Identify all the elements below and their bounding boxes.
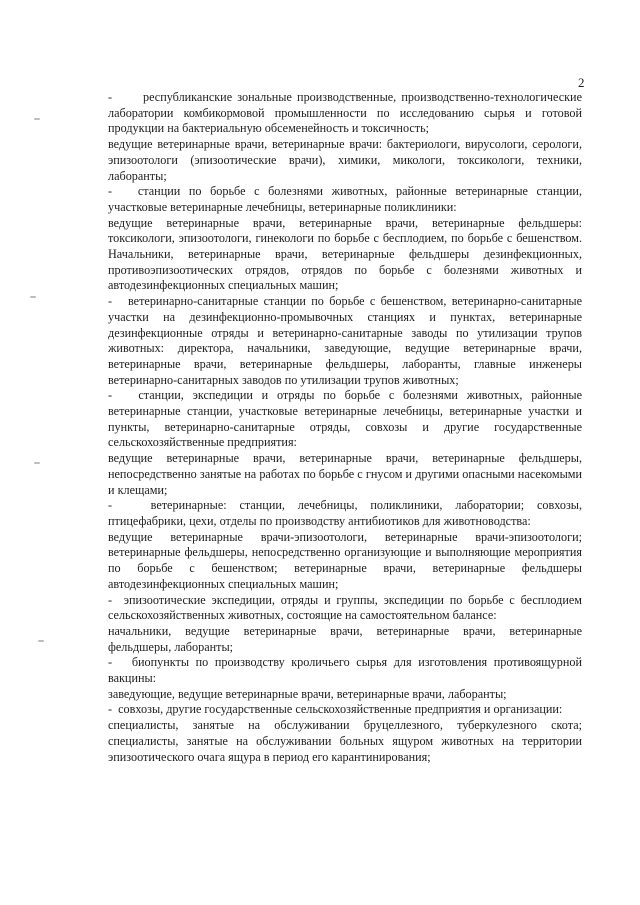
- paragraph-list-item: - эпизоотические экспедиции, отряды и группы, экспедиции по борьбе с бесплодием сельскохозяйственных животных, состоящие на самостоятельном балансе:: [108, 592, 582, 623]
- scan-mark: [34, 462, 40, 464]
- paragraph: ведущие ветеринарные врачи, ветеринарные врачи, ветеринарные фельдшеры: токсикологи, эпизоотологи, гинекологи по борьбе с бесплодием, по борьбе с бешенством. Начальники, ветеринарные врачи, ветеринарные фельдшеры дезинфекционных, противоэпизоотических отрядов, отрядов по борьбе с болезнями животных и автодезинфекционных специальных машин;: [108, 215, 582, 293]
- paragraph-list-item: - станции по борьбе с болезнями животных, районные ветеринарные станции, участковые ветеринарные лечебницы, ветеринарные поликлиники:: [108, 184, 582, 214]
- paragraph-list-item: - ветеринарные: станции, лечебницы, поликлиники, лаборатории; совхозы, птицефабрики, цехи, отделы по производству антибиотиков для животноводства:: [108, 498, 582, 528]
- scan-mark: [38, 640, 44, 642]
- scan-mark: [34, 118, 40, 120]
- paragraph-list-item: - совхозы, другие государственные сельскохозяйственные предприятия и организации:: [108, 702, 563, 717]
- paragraph: заведующие, ведущие ветеринарные врачи, ветеринарные врачи, лаборанты;: [108, 686, 507, 701]
- paragraph: ведущие ветеринарные врачи, ветеринарные врачи: бактериологи, вирусологи, серологи, эпизоотологи (эпизоотические врачи), химики, микологи, токсикологи, техники, лаборанты;: [108, 137, 582, 183]
- document-body: [108, 90, 582, 765]
- paragraph-list-item: - биопункты по производству кроличьего сырья для изготовления противоящурной вакцины:: [108, 655, 582, 686]
- scan-mark: [30, 296, 36, 298]
- paragraph: ведущие ветеринарные врачи-эпизоотологи, ветеринарные врачи-эпизоотологи; ветеринарные фельдшеры, непосредственно организующие и выполняющие мероприятия по борьбе с бешенством; ветеринарные врачи, ветеринарные фельдшеры автодезинфекционных специальных машин;: [108, 529, 582, 591]
- paragraph: начальники, ведущие ветеринарные врачи, ветеринарные врачи, ветеринарные фельдшеры, лаборанты;: [108, 623, 582, 654]
- paragraph-list-item: - ветеринарно-санитарные станции по борьбе с бешенством, ветеринарно-санитарные участки на дезинфекционно-промывочных станциях и пунктах, ветеринарные дезинфекционные отряды и ветеринарно-санитарные заводы по утилизации трупов животных: директора, начальники, заведующие, ведущие ветеринарные врачи, ветеринарные врачи, ветеринарные фельдшеры, лаборанты, главные инженеры ветеринарно-санитарных заводов по утилизации трупов животных;: [108, 294, 582, 387]
- page-number: 2: [578, 75, 585, 90]
- paragraph-list-item: - республиканские зональные производственные, производственно-технологические лаборатории комбикормовой промышленности по исследованию сырья и готовой продукции на бактериальную обсеменейность и токсичность;: [108, 90, 582, 136]
- paragraph: специалисты, занятые на обслуживании бруцеллезного, туберкулезного скота; специалисты, занятые на обслуживании больных ящуром животных на территории эпизоотического очага ящура в период его карантинирования;: [108, 718, 582, 764]
- paragraph-list-item: - станции, экспедиции и отряды по борьбе с болезнями животных, районные ветеринарные станции, участковые ветеринарные лечебницы, ветеринарные участки и пункты, ветеринарно-санитарные отряды, совхозы и другие государственные сельскохозяйственные предприятия:: [108, 388, 582, 450]
- paragraph: ведущие ветеринарные врачи, ветеринарные врачи, ветеринарные фельдшеры, непосредственно занятые на работах по борьбе с гнусом и другими опасными насекомыми и клещами;: [108, 451, 582, 497]
